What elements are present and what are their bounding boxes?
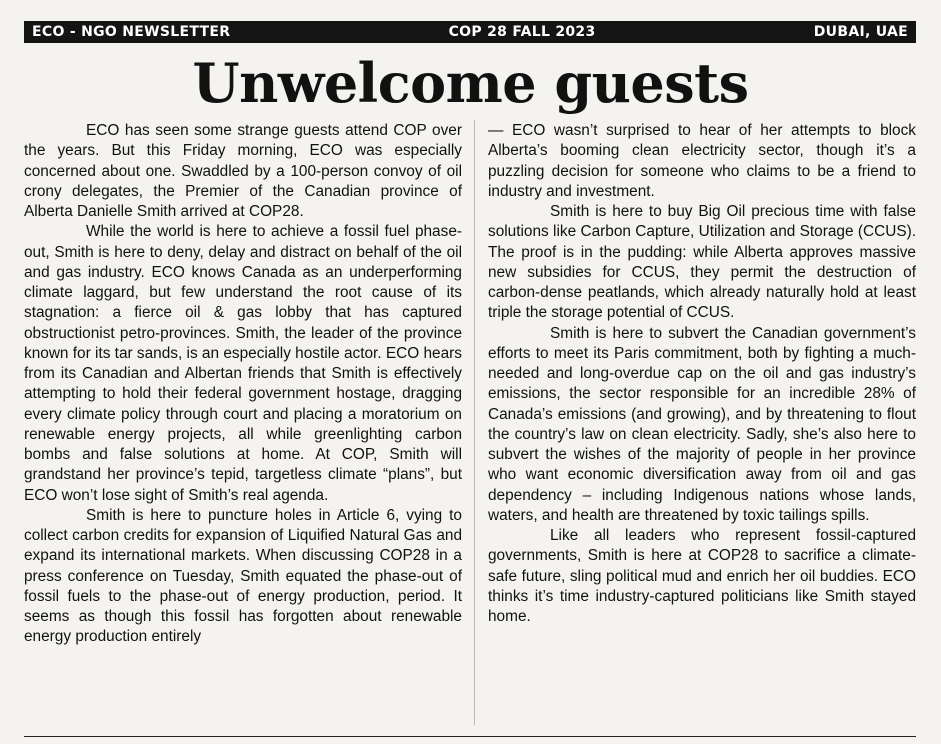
column-divider	[474, 120, 475, 725]
article-paragraph: Smith is here to buy Big Oil precious time with false solutions like Carbon Capture, Utilization and Storage (CCUS). The proof is in the pudding: while Alberta approves massive new subsidies for CCUS, they permit the destruction of carbon-dense peatlands, which already naturally hold at least triple the storage potential of CCUS.	[488, 203, 916, 322]
article-paragraph: ECO has seen some strange guests attend COP over the years. But this Friday morning, ECO was especially concerned about one. Swaddled by a 100-person convoy of oil crony delegates, the Premier of the Canadian province of Alberta Danielle Smith arrived at COP28.	[24, 122, 462, 220]
page-bottom-rule	[24, 736, 916, 737]
article-paragraph: Like all leaders who represent fossil-captured governments, Smith is here at COP28 to sacrifice a climate-safe future, sling political mud and enrich her oil buddies. ECO thinks it’s time industry-captured politicians like Smith stayed home.	[488, 527, 916, 625]
masthead-location: DUBAI, UAE	[813, 24, 908, 40]
article-headline: Unwelcome guests	[192, 51, 749, 115]
masthead-edition: COP 28 FALL 2023	[448, 24, 596, 40]
article-paragraph: Smith is here to subvert the Canadian government’s efforts to meet its Paris commitment, both by fighting a much-needed and long-overdue cap on the oil and gas industry’s emissions, the sector responsible for an incredible 28% of Canada’s emissions (and growing), and by threatening to flout the country’s law on clean electricity. Sadly, she’s also here to subvert the wishes of the majority of people in her province who want economic diversification away from oil and gas dependency – including Indigenous nations whose lands, waters, and health are threatened by toxic tailings spills.	[488, 324, 916, 524]
masthead-publication: ECO - NGO NEWSLETTER	[32, 24, 231, 40]
article-column-right	[488, 121, 916, 627]
newsletter-masthead	[24, 21, 916, 43]
article-paragraph: Smith is here to puncture holes in Article 6, vying to collect carbon credits for expansion of Liquified Natural Gas and expand its international markets. When discussing COP28 in a press conference on Tuesday, Smith equated the phase-out of fossil fuels to the phase-out of energy production, period. It seems as though this fossil has forgotten about renewable energy production entirely	[24, 506, 462, 646]
article-paragraph: While the world is here to achieve a fossil fuel phase-out, Smith is here to deny, delay and distract on behalf of the oil and gas industry. ECO knows Canada as an underperforming climate laggard, but few understand the root cause of its stagnation: a fierce oil & gas lobby that has captured obstructionist petro-provinces. Smith, the leader of the province known for its tar sands, is an especially hostile actor. ECO hears from its Canadian and Albertan friends that Smith is effectively attempting to hold their federal government hostage, dragging every climate policy through court and placing a moratorium on renewable energy projects, all while greenlighting carbon bombs and false solutions at home. At COP, Smith will grandstand her province’s tepid, targetless climate “plans”, but ECO won’t lose sight of Smith’s real agenda.	[24, 223, 462, 504]
article-column-left	[24, 121, 462, 648]
article-paragraph-continuation: — ECO wasn’t surprised to hear of her attempts to block Alberta’s booming clean electricity sector, though it’s a puzzling decision for someone who claims to be a friend to industry and investment.	[488, 122, 916, 200]
